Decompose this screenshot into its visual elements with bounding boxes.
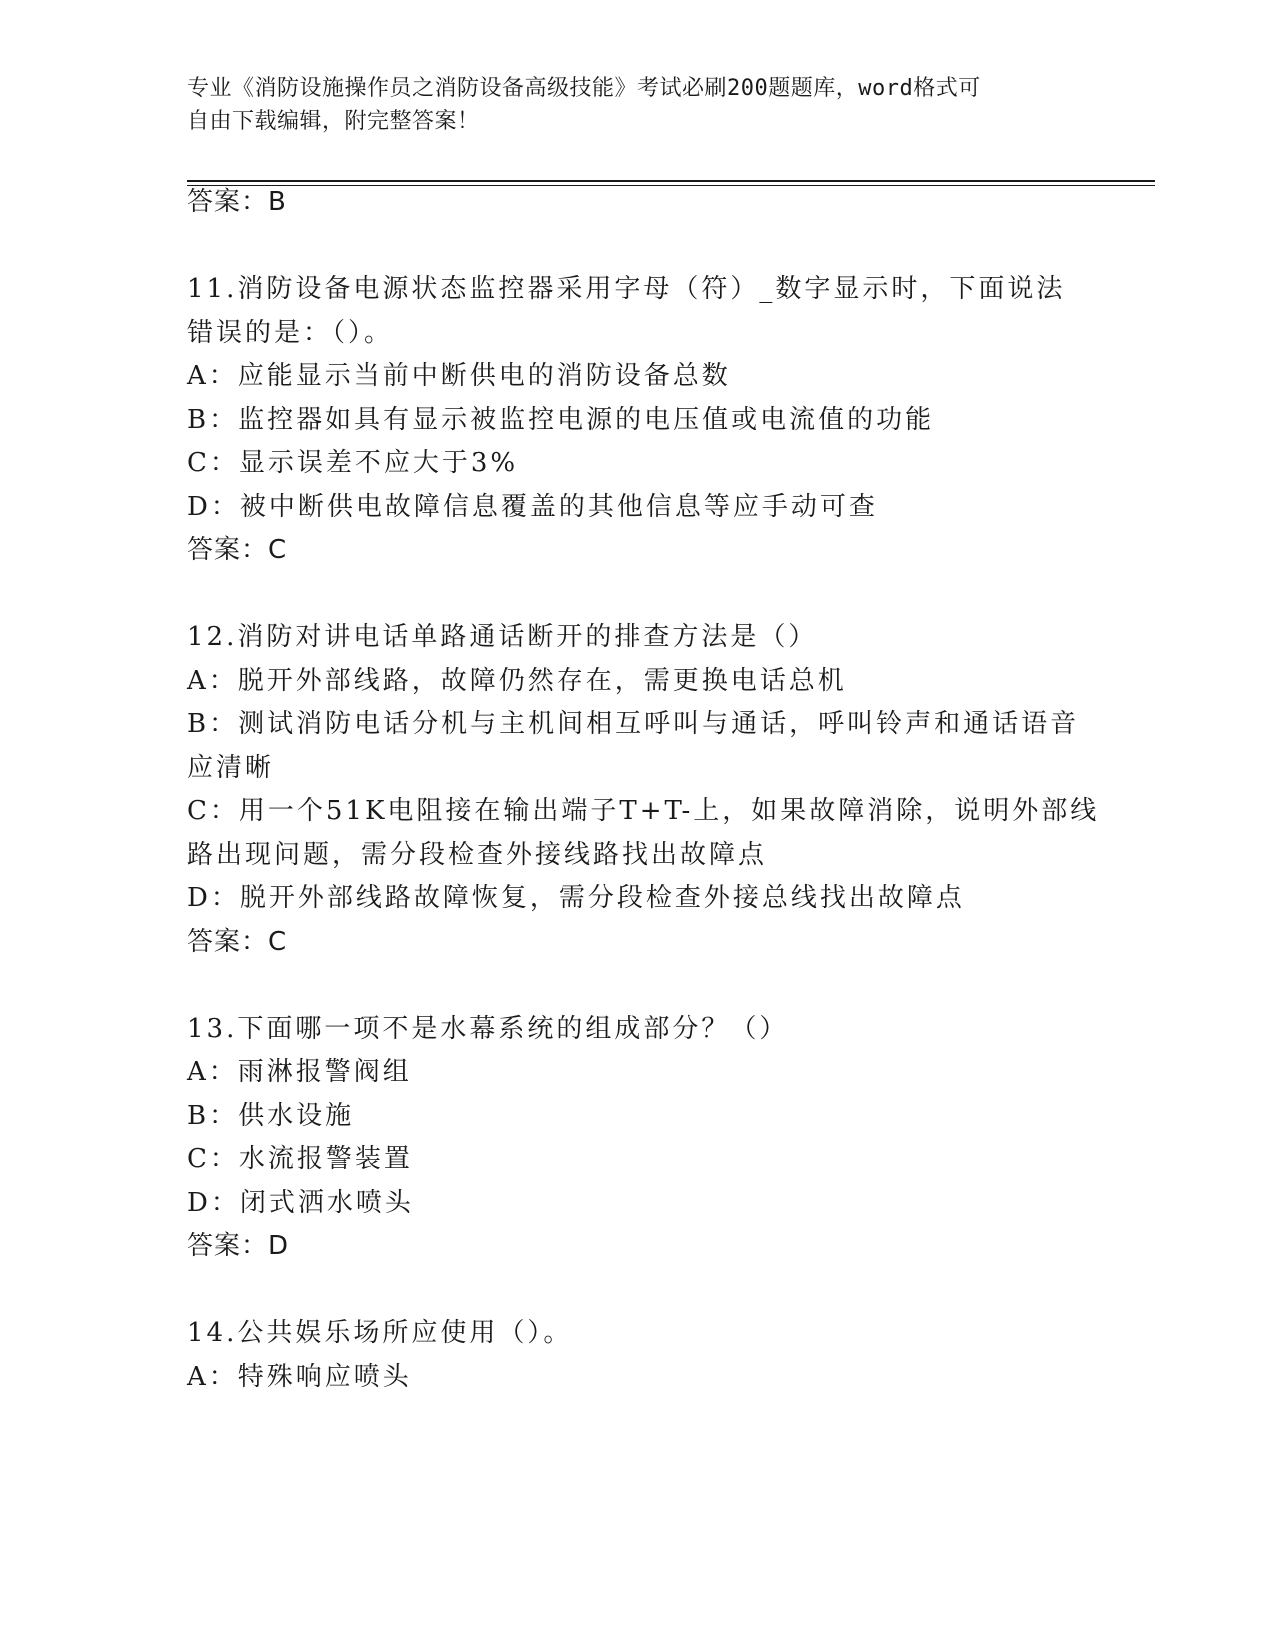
question-11-answer: 答案：C xyxy=(187,535,288,565)
question-12-option-d: D：脱开外部线路故障恢复，需分段检查外接总线找出故障点 xyxy=(187,883,965,913)
question-12-option-a: A：脱开外部线路，故障仍然存在，需更换电话总机 xyxy=(187,666,847,696)
question-11-stem-line-2: 错误的是：（）。 xyxy=(187,318,394,348)
header-divider-thick xyxy=(187,180,1155,182)
question-14-stem: 14.公共娱乐场所应使用（）。 xyxy=(187,1318,573,1348)
header-line-2: 自由下载编辑，附完整答案！ xyxy=(187,109,480,134)
question-11-option-c: C：显示误差不应大于3% xyxy=(187,448,519,478)
question-13-option-a: A：雨淋报警阀组 xyxy=(187,1057,412,1087)
question-12-option-c-line-2: 路出现问题，需分段检查外接线路找出故障点 xyxy=(187,840,768,870)
question-11-option-a: A：应能显示当前中断供电的消防设备总数 xyxy=(187,361,731,391)
question-12-stem: 12.消防对讲电话单路通话断开的排查方法是（） xyxy=(187,622,818,652)
question-14-option-a: A：特殊响应喷头 xyxy=(187,1362,412,1392)
header-line-1: 专业《消防设施操作员之消防设备高级技能》考试必刷200题题库，word格式可 xyxy=(187,76,981,101)
answer-previous: 答案：B xyxy=(187,187,287,217)
question-11-stem-line-1: 11.消防设备电源状态监控器采用字母（符）_数字显示时，下面说法 xyxy=(187,274,1066,304)
question-12-option-b-line-2: 应清晰 xyxy=(187,753,275,783)
header-divider-thin xyxy=(187,185,1155,186)
question-12-answer: 答案：C xyxy=(187,927,288,957)
question-13-stem: 13.下面哪一项不是水幕系统的组成部分？（） xyxy=(187,1014,789,1044)
question-11-option-d: D：被中断供电故障信息覆盖的其他信息等应手动可查 xyxy=(187,492,878,522)
question-13-option-d: D：闭式洒水喷头 xyxy=(187,1188,414,1218)
question-13-option-b: B：供水设施 xyxy=(187,1101,355,1131)
document-header xyxy=(187,72,1067,138)
question-11-option-b: B：监控器如具有显示被监控电源的电压值或电流值的功能 xyxy=(187,405,935,435)
question-12-option-c-line-1: C：用一个51K电阻接在输出端子T+T-上，如果故障消除，说明外部线 xyxy=(187,796,1100,826)
question-13-option-c: C：水流报警装置 xyxy=(187,1144,413,1174)
question-12-option-b-line-1: B：测试消防电话分机与主机间相互呼叫与通话，呼叫铃声和通话语音 xyxy=(187,709,1080,739)
question-13-answer: 答案：D xyxy=(187,1231,290,1261)
